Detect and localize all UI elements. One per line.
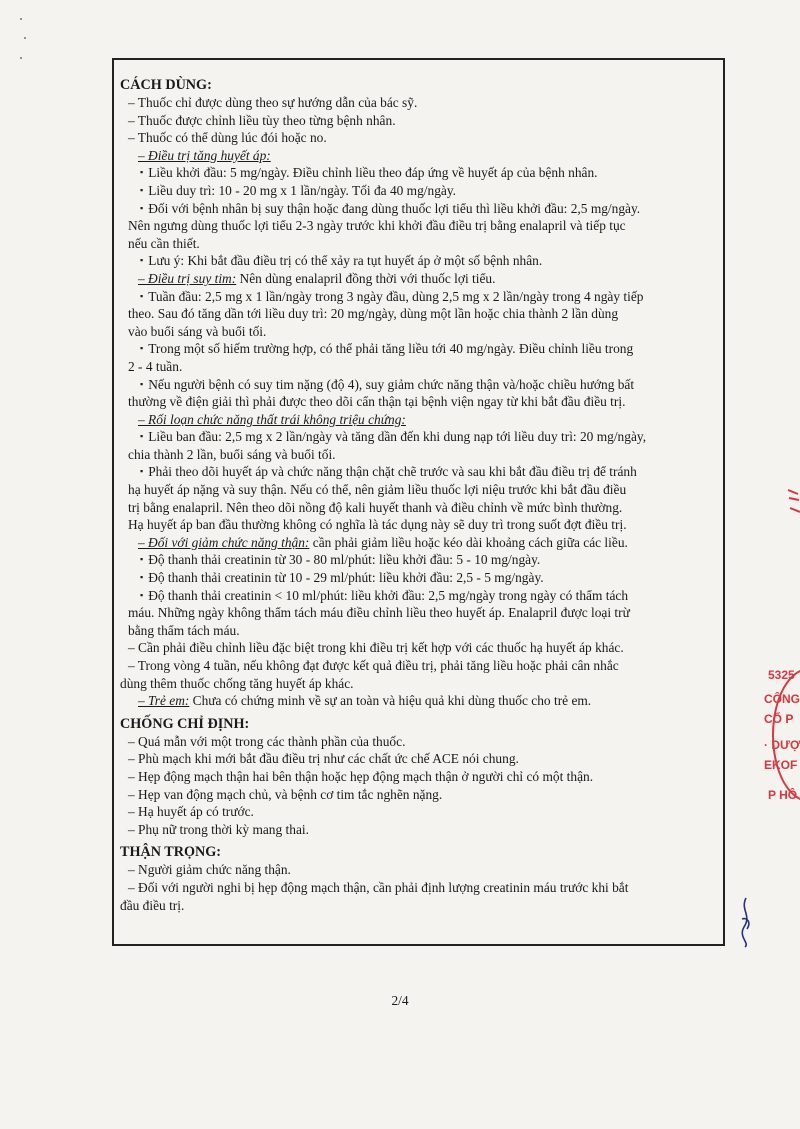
text-line: – Người giảm chức năng thận. bbox=[128, 862, 291, 878]
bullet-icon: ▪ bbox=[140, 255, 144, 266]
bullet-item bbox=[120, 569, 722, 587]
subheading-line bbox=[120, 270, 722, 288]
bullet-text: Độ thanh thải creatinin < 10 ml/phút: liều khởi đầu: 2,5 mg/ngày trong ngày có thẩm tách bbox=[148, 587, 629, 603]
stamp-text: CỔ P bbox=[764, 712, 794, 726]
text-line: – Phụ nữ trong thời kỳ mang thai. bbox=[128, 821, 309, 837]
bullet-icon: ▪ bbox=[140, 290, 144, 301]
text-line: hạ huyết áp nặng và suy thận. Nếu có thể, nên giảm liều thuốc lợi niệu trước khi bắt đầu điều bbox=[128, 482, 627, 498]
text-line: vào buổi sáng và buổi tối. bbox=[128, 323, 267, 339]
text-line: – Thuốc chỉ được dùng theo sự hướng dẫn của bác sỹ. bbox=[128, 95, 418, 110]
text-line: – Hạ huyết áp có trước. bbox=[128, 804, 254, 820]
text-line: theo. Sau đó tăng dần tới liều duy trì: 20 mg/ngày, dùng một lần hoặc chia thành 2 lần dùng bbox=[128, 306, 619, 322]
bullet-text: Trong một số hiếm trường hợp, có thể phải tăng liều tới 40 mg/ngày. Điều chỉnh liều trong bbox=[148, 341, 634, 357]
text-line: – Hẹp động mạch thận hai bên thận hoặc hẹp động mạch thận ở người chỉ có một thận. bbox=[128, 768, 594, 784]
subheading-line bbox=[120, 692, 722, 710]
text-line: trị bằng enalapril. Nên theo dõi nồng độ kali huyết thanh và điều chỉnh về mức bình thường. bbox=[128, 499, 623, 515]
bullet-text: Liều khởi đầu: 5 mg/ngày. Điều chỉnh liều theo đáp ứng về huyết áp của bệnh nhân. bbox=[148, 165, 598, 181]
text-line: – Phù mạch khi mới bắt đầu điều trị như các chất ức chế ACE nói chung. bbox=[128, 751, 519, 767]
bullet-text: Độ thanh thải creatinin từ 30 - 80 ml/phút: liều khởi đầu: 5 - 10 mg/ngày. bbox=[148, 552, 541, 568]
bullet-icon: ▪ bbox=[140, 554, 144, 565]
stamp-text: 5325 bbox=[768, 668, 795, 682]
bullet-icon: ▪ bbox=[140, 378, 144, 389]
bullet-item bbox=[120, 200, 722, 218]
bullet-item bbox=[120, 428, 722, 446]
red-stamp-fragment bbox=[786, 488, 800, 518]
bullet-text: Liều ban đầu: 2,5 mg x 2 lần/ngày và tăng dần đến khi dung nạp tới liều duy trì: 20 mg/ngày, bbox=[148, 429, 647, 445]
stamp-text: CÔNG bbox=[764, 692, 800, 706]
page-number: 2/4 bbox=[391, 993, 409, 1008]
text-line: – Quá mẫn với một trong các thành phần của thuốc. bbox=[128, 733, 406, 749]
text-line: 2 - 4 tuần. bbox=[128, 358, 183, 374]
text-line: bằng thẩm tách máu. bbox=[128, 622, 240, 638]
subheading-text: cần phải giảm liều hoặc kéo dài khoảng cách giữa các liều. bbox=[309, 534, 628, 550]
subheading-label: – Trẻ em: bbox=[138, 693, 190, 709]
subheading-label: – Điều trị suy tim: bbox=[138, 270, 237, 286]
subheading-line: – Rối loạn chức năng thất trái không triệu chứng: bbox=[138, 411, 406, 427]
stamp-text: P HÔ bbox=[768, 788, 798, 802]
bullet-text: Đối với bệnh nhân bị suy thận hoặc đang dùng thuốc lợi tiểu thì liều khởi đầu: 2,5 mg/ngày. bbox=[148, 200, 641, 216]
bullet-item bbox=[120, 288, 722, 306]
bullet-item bbox=[120, 463, 722, 481]
subheading-text: Nên dùng enalapril đồng thời với thuốc lợi tiểu. bbox=[236, 270, 496, 286]
bullet-item bbox=[120, 376, 722, 394]
text-line: dùng thêm thuốc chống tăng huyết áp khác. bbox=[120, 675, 354, 691]
bullet-item bbox=[120, 587, 722, 605]
section-heading: THẬN TRỌNG: bbox=[120, 844, 222, 861]
bullet-text: Độ thanh thải creatinin từ 10 - 29 ml/phút: liều khởi đầu: 2,5 - 5 mg/ngày. bbox=[148, 570, 544, 586]
bullet-icon: ▪ bbox=[140, 589, 144, 600]
text-line: Nên ngưng dùng thuốc lợi tiểu 2-3 ngày trước khi khởi đầu điều trị bằng enalapril và tiếp tục bbox=[128, 218, 626, 234]
text-line: – Cần phải điều chỉnh liều đặc biệt trong khi điều trị kết hợp với các thuốc hạ huyết áp khác. bbox=[128, 640, 624, 656]
subheading-label: – Đối với giảm chức năng thận: bbox=[138, 534, 310, 550]
text-line: – Hẹp van động mạch chủ, và bệnh cơ tim tắc nghẽn nặng. bbox=[128, 786, 443, 802]
text-line: – Thuốc được chỉnh liều tùy theo từng bệnh nhân. bbox=[128, 112, 396, 128]
subheading-line: – Điều trị tăng huyết áp: bbox=[138, 147, 271, 163]
bullet-text: Liều duy trì: 10 - 20 mg x 1 lần/ngày. Tối đa 40 mg/ngày. bbox=[148, 182, 457, 198]
bullet-text: Lưu ý: Khi bắt đầu điều trị có thể xảy ra tụt huyết áp ở một số bệnh nhân. bbox=[148, 253, 543, 269]
bullet-text: Tuần đầu: 2,5 mg x 1 lần/ngày trong 3 ngày đầu, dùng 2,5 mg x 2 lần/ngày trong 4 ngày tiếp bbox=[148, 288, 644, 304]
bullet-icon: ▪ bbox=[140, 431, 144, 442]
bullet-icon: ▪ bbox=[140, 343, 144, 354]
text-line: – Thuốc có thể dùng lúc đói hoặc no. bbox=[128, 130, 327, 146]
bullet-text: Nếu người bệnh có suy tim nặng (độ 4), suy giảm chức năng thận và/hoặc chiều hướng bất bbox=[148, 376, 635, 392]
text-line: – Trong vòng 4 tuần, nếu không đạt được kết quả điều trị, phải tăng liều hoặc phải cân nhắc bbox=[128, 658, 619, 673]
bullet-item bbox=[120, 551, 722, 569]
section-heading: CHỐNG CHỈ ĐỊNH: bbox=[120, 715, 250, 732]
stamp-text: · DƯỢ bbox=[764, 738, 800, 752]
subheading-text: Chưa có chứng minh về sự an toàn và hiệu quả khi dùng thuốc cho trẻ em. bbox=[189, 693, 592, 709]
bullet-item bbox=[120, 182, 722, 200]
bullet-icon: ▪ bbox=[140, 202, 144, 213]
text-line: thường về điện giải thì phải được theo dõi cẩn thận tại bệnh viện ngay từ khi bắt đầu điều trị. bbox=[128, 394, 626, 410]
text-line: máu. Những ngày không thẩm tách máu điều chỉnh liều theo huyết áp. Enalapril được loại trừ bbox=[128, 605, 630, 621]
text-line: đầu điều trị. bbox=[120, 897, 185, 913]
stamp-text: EKOF bbox=[764, 758, 798, 772]
bullet-item bbox=[120, 164, 722, 182]
bullet-icon: ▪ bbox=[140, 184, 144, 195]
bullet-icon: ▪ bbox=[140, 466, 144, 477]
signature-mark bbox=[736, 895, 756, 950]
bullet-icon: ▪ bbox=[140, 167, 144, 178]
text-line: nếu cần thiết. bbox=[128, 235, 200, 251]
text-line: – Đối với người nghi bị hẹp động mạch thận, cần phải định lượng creatinin máu trước khi bắt bbox=[128, 879, 629, 895]
bullet-item bbox=[120, 252, 722, 270]
document-body bbox=[120, 76, 722, 914]
bullet-icon: ▪ bbox=[140, 572, 144, 583]
text-line: Hạ huyết áp ban đầu thường không có nghĩa là tác dụng này sẽ duy trì trong suốt đợt điều trị. bbox=[128, 517, 627, 533]
stamp-ring bbox=[772, 668, 800, 802]
company-stamp bbox=[758, 662, 800, 812]
bullet-text: Phải theo dõi huyết áp và chức năng thận chặt chẽ trước và sau khi bắt đầu điều trị để tránh bbox=[148, 464, 637, 480]
bullet-item bbox=[120, 340, 722, 358]
section-heading: CÁCH DÙNG: bbox=[120, 77, 212, 93]
text-line: chia thành 2 lần, buổi sáng và buổi tối. bbox=[128, 446, 336, 462]
scan-dots bbox=[18, 14, 28, 84]
subheading-line bbox=[120, 534, 722, 552]
